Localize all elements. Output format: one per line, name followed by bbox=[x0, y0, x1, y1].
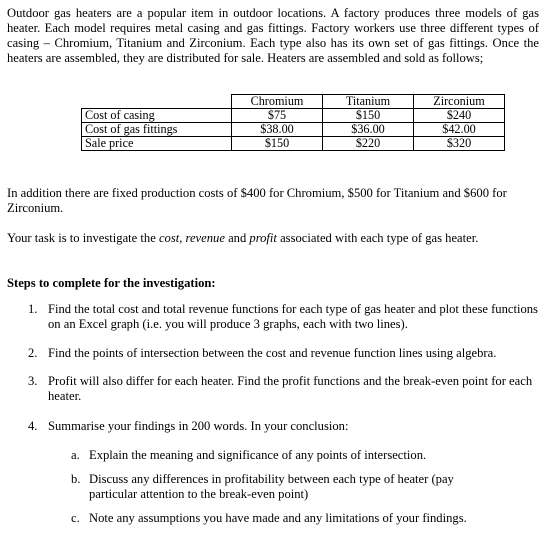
step-text: Find the total cost and total revenue functions for each type of gas heater and plot these functions on an Excel graph (i.e. you will produce 3 graphs, each with two lines). bbox=[48, 302, 538, 331]
list-item bbox=[7, 472, 539, 502]
substep-letter: b. bbox=[71, 472, 81, 486]
list-item bbox=[7, 374, 539, 404]
task-profit-term: profit bbox=[249, 231, 277, 245]
table-cell: $75 bbox=[232, 109, 323, 123]
table-row bbox=[82, 123, 505, 137]
steps-list bbox=[7, 302, 539, 526]
column-header-chromium: Chromium bbox=[232, 95, 323, 109]
task-paragraph bbox=[7, 231, 478, 246]
table-cell: $42.00 bbox=[414, 123, 505, 137]
table-header-row bbox=[82, 95, 505, 109]
table-cell: $240 bbox=[414, 109, 505, 123]
row-label-cost-of-casing: Cost of casing bbox=[82, 109, 232, 123]
column-header-titanium: Titanium bbox=[323, 95, 414, 109]
fixed-costs-paragraph: In addition there are fixed production costs of $400 for Chromium, $500 for Titanium and $600 for Zirconium. bbox=[7, 186, 507, 215]
row-label-sale-price: Sale price bbox=[82, 137, 232, 151]
task-sep: , bbox=[179, 231, 186, 245]
step-number: 2. bbox=[28, 346, 38, 360]
steps-heading: Steps to complete for the investigation: bbox=[7, 276, 216, 290]
table-corner-cell bbox=[82, 95, 232, 109]
step-number: 1. bbox=[28, 302, 38, 316]
table-cell: $220 bbox=[323, 137, 414, 151]
table-cell: $150 bbox=[323, 109, 414, 123]
list-item bbox=[7, 346, 539, 361]
substep-letter: a. bbox=[71, 448, 80, 462]
step-text: Summarise your findings in 200 words. In your conclusion: bbox=[48, 419, 349, 433]
step-number: 3. bbox=[28, 374, 38, 388]
list-item bbox=[7, 419, 539, 526]
table-row bbox=[82, 137, 505, 151]
list-item bbox=[7, 511, 539, 526]
row-label-cost-of-gas-fittings: Cost of gas fittings bbox=[82, 123, 232, 137]
substep-text: Discuss any differences in profitability between each type of heater (pay particular attention to the break-even point) bbox=[89, 472, 454, 501]
cost-table bbox=[81, 94, 505, 151]
table-row bbox=[82, 109, 505, 123]
intro-paragraph: Outdoor gas heaters are a popular item in outdoor locations. A factory produces three models of gas heater. Each model requires metal casing and gas fittings. Factory workers use three different types of casing – Chromium, Titanium and Zirconium. Each type also has its own set of gas fittings. Once the heaters are assembled, they are distributed for sale. Heaters are assembled and sold as follows; bbox=[7, 6, 539, 65]
table-cell: $150 bbox=[232, 137, 323, 151]
table-cell: $320 bbox=[414, 137, 505, 151]
substep-letter: c. bbox=[71, 511, 80, 525]
table-cell: $36.00 bbox=[323, 123, 414, 137]
substep-text: Explain the meaning and significance of any points of intersection. bbox=[89, 448, 427, 462]
task-suffix: associated with each type of gas heater. bbox=[276, 231, 479, 245]
task-cost-term: cost bbox=[158, 231, 180, 245]
list-item bbox=[7, 448, 539, 463]
step-number: 4. bbox=[28, 419, 38, 433]
step-text: Find the points of intersection between the cost and revenue function lines using algebra. bbox=[48, 346, 497, 360]
column-header-zirconium: Zirconium bbox=[414, 95, 505, 109]
task-sep: and bbox=[224, 231, 250, 245]
substep-text: Note any assumptions you have made and any limitations of your findings. bbox=[89, 511, 467, 525]
substeps-list bbox=[7, 448, 539, 526]
document-page bbox=[7, 6, 539, 525]
task-prefix: Your task is to investigate the bbox=[7, 231, 159, 245]
task-revenue-term: revenue bbox=[185, 231, 225, 245]
list-item bbox=[7, 302, 539, 332]
step-text: Profit will also differ for each heater. Find the profit functions and the break-even point for each heater. bbox=[48, 374, 533, 403]
table-cell: $38.00 bbox=[232, 123, 323, 137]
